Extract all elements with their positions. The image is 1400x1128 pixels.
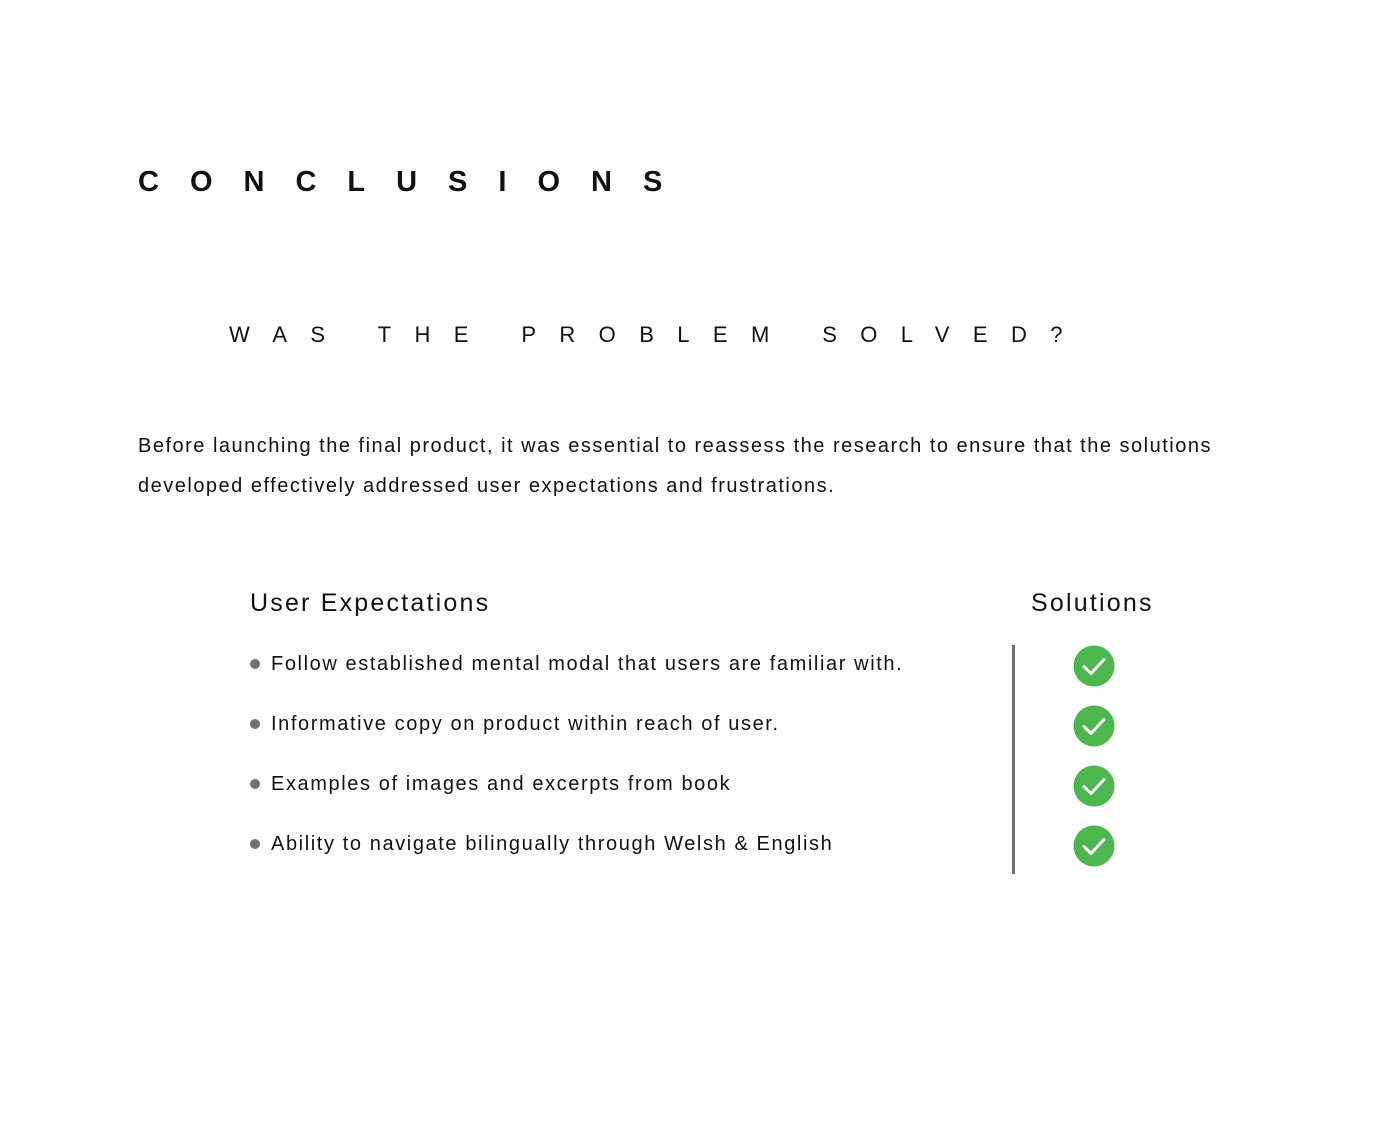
user-expectations-heading: User Expectations <box>250 589 491 617</box>
bullet-dot-icon <box>250 659 260 669</box>
bullet-dot-icon <box>250 719 260 729</box>
expectation-item <box>250 644 903 684</box>
expectations-list <box>250 644 903 884</box>
bullet-dot-icon <box>250 779 260 789</box>
expectation-text: Follow established mental modal that users are familiar with. <box>271 652 904 675</box>
expectation-text: Ability to navigate bilingually through Welsh & English <box>271 832 834 855</box>
solutions-checks <box>1073 645 1115 885</box>
expectation-item <box>250 824 903 864</box>
solutions-heading: Solutions <box>1031 589 1154 617</box>
intro-paragraph: Before launching the final product, it was essential to reassess the research to ensure that the solutions developed effectively addressed user expectations and frustrations. <box>138 435 1212 497</box>
expectation-item <box>250 704 903 744</box>
bullet-dot-icon <box>250 839 260 849</box>
expectation-text: Informative copy on product within reach of user. <box>271 712 780 735</box>
check-circle-icon <box>1073 705 1115 747</box>
check-circle-icon <box>1073 645 1115 687</box>
check-circle-icon <box>1073 825 1115 867</box>
column-divider <box>1012 645 1015 874</box>
page-title: CONCLUSIONS <box>138 166 694 198</box>
expectation-text: Examples of images and excerpts from book <box>271 772 732 795</box>
expectation-item <box>250 764 903 804</box>
section-subtitle: WAS THE PROBLEM SOLVED? <box>229 322 1086 347</box>
check-circle-icon <box>1073 765 1115 807</box>
